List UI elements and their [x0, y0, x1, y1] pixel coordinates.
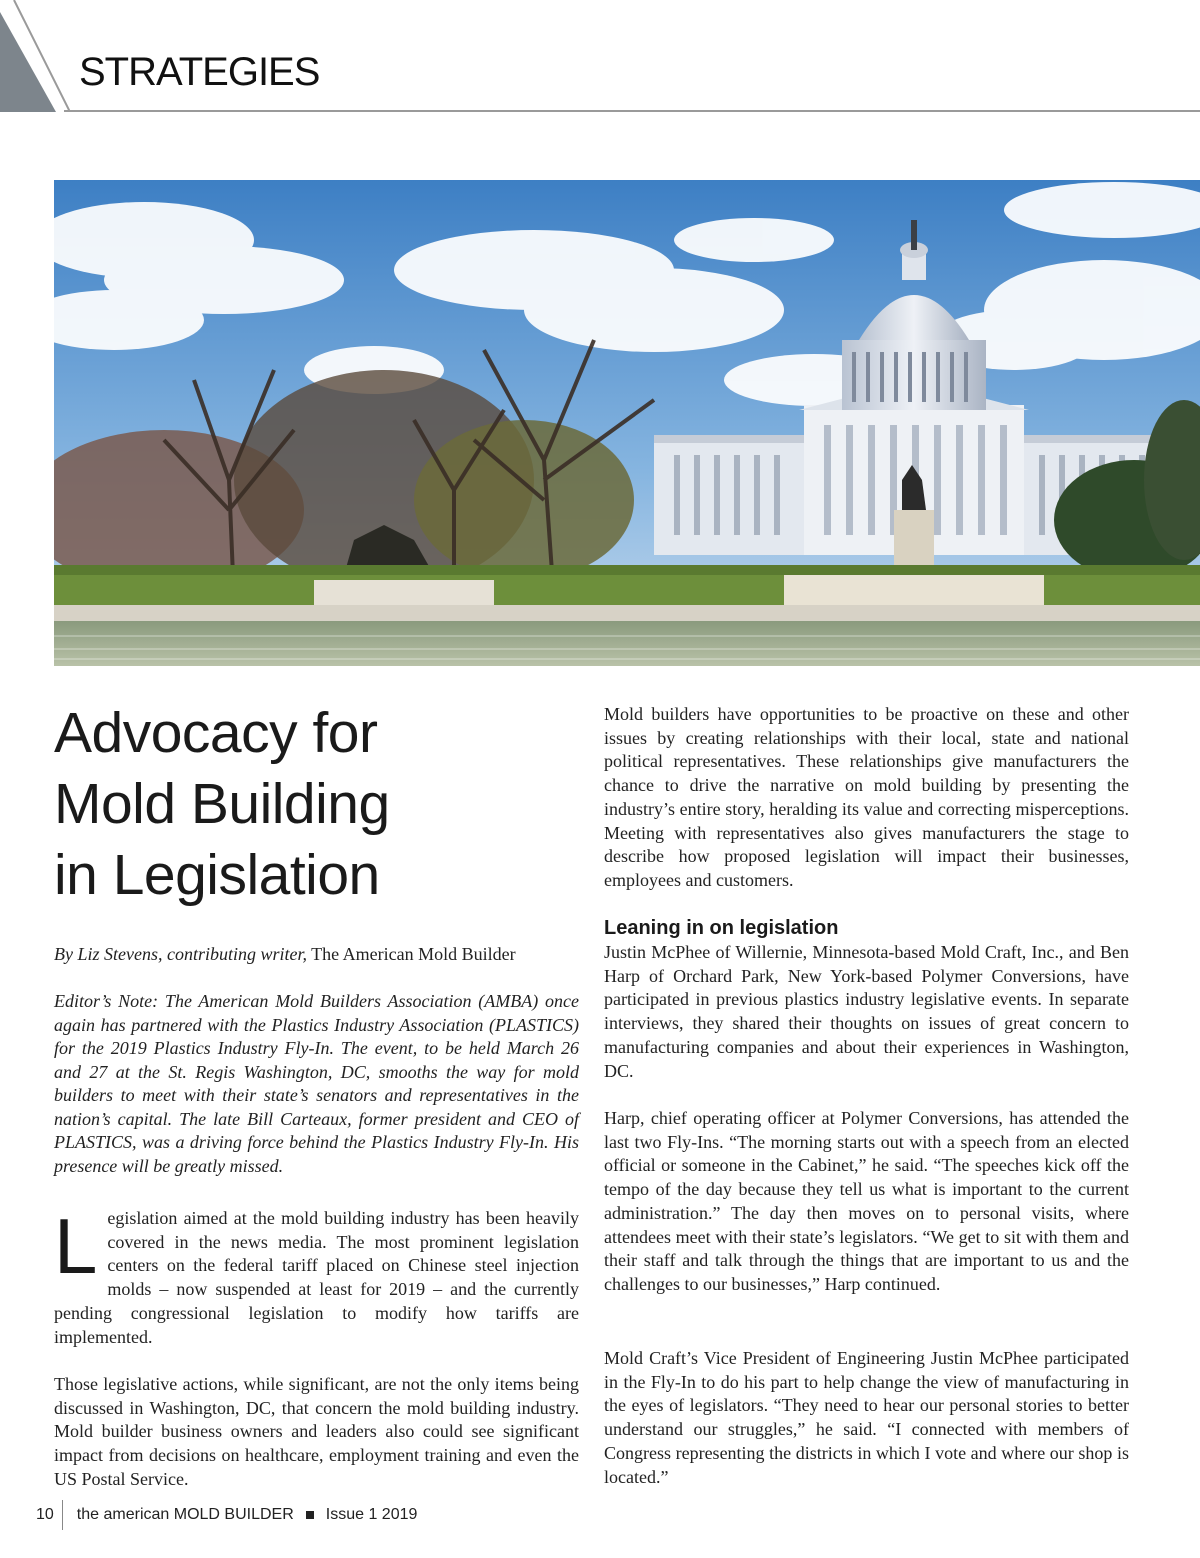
square-bullet-icon — [306, 1511, 314, 1519]
hero-photo — [54, 180, 1200, 666]
section-heading: Leaning in on legislation — [604, 917, 839, 939]
byline-publication: The American Mold Builder — [311, 944, 516, 964]
byline — [54, 942, 584, 966]
article-title-line-1: Advocacy for — [54, 701, 378, 765]
article-title — [54, 698, 574, 911]
right-paragraph-2: Justin McPhee of Willernie, Minnesota-based Mold Craft, Inc., and Ben Harp of Orchard Park, New York-based Polymer Conversions, have participated in previous plastics industry legislative events. In separate interviews, they shared their thoughts on issues of great concern to manufacturing companies and about their experiences in Washington, DC. — [604, 942, 1129, 1081]
byline-author: By Liz Stevens, contributing writer, — [54, 944, 307, 964]
article-title-line-2: Mold Building — [54, 772, 390, 836]
right-paragraph-4: Mold Craft’s Vice President of Engineering Justin McPhee participated in the Fly-In to do his part to help change the view of manufacturing in the eyes of legislators. “They need to hear our personal stories to better understand our struggles,” he said. “I connected with members of Congress representing the districts in which I vote and where our shop is located.” — [604, 1348, 1129, 1487]
section-label: STRATEGIES — [79, 50, 320, 94]
header-divider — [64, 110, 1200, 112]
capitol-photo — [54, 180, 1200, 666]
page-number: 10 — [36, 1506, 54, 1523]
article-title-line-3: in Legislation — [54, 843, 380, 907]
footer-divider — [62, 1500, 63, 1530]
editors-note: Editor’s Note: The American Mold Builders Association (AMBA) once again has partnered with the Plastics Industry Association (PLASTICS) for the 2019 Plastics Industry Fly-In. The event, to be held March 26 and 27 at the St. Regis Washington, DC, smooths the way for mold builders to meet with their state’s senators and representatives in the nation’s capital. The late Bill Carteaux, former president and CEO of PLASTICS, was a driving force behind the Plastics Industry Fly-In. His presence will be greatly missed. — [54, 991, 579, 1176]
right-paragraph-3: Harp, chief operating officer at Polymer Conversions, has attended the last two Fly-Ins. “The morning starts out with a speech from an elected official or someone in the Cabinet,” he said. “The speeches kick off the tempo of the day because they tell us what is important to the current administration.” The day then moves on to personal visits, where attendees meet with their state’s legislators. “We get to sit with them and their staff and talk through the things that are important to us and the challenges to our businesses,” Harp continued. — [604, 1108, 1129, 1294]
drop-cap: L — [54, 1202, 98, 1290]
lead-paragraph: egislation aimed at the mold building industry has been heavily covered in the news media. The most prominent legislation centers on the federal tariff placed on Chinese steel injection molds – now suspended at least for 2019 – and the currently pending congressional legislation to modify how tariffs are implemented. — [54, 1208, 579, 1347]
lead-paragraph-block — [54, 1202, 579, 1349]
publication-name: the american MOLD BUILDER — [76, 1506, 294, 1523]
section-header-wedge — [0, 0, 70, 112]
right-paragraph-1: Mold builders have opportunities to be proactive on these and other issues by creating relationships with their local, state and national political representatives. These relationships give manufacturers the chance to drive the narrative on mold building by presenting the industry’s entire story, heralding its value and correcting misperceptions. Meeting with representatives also gives manufacturers the stage to describe how proposed legislation will impact their businesses, employees and customers. — [604, 704, 1129, 890]
issue-label: Issue 1 2019 — [325, 1506, 418, 1523]
page-footer — [36, 1500, 417, 1530]
left-paragraph-2: Those legislative actions, while significant, are not the only items being discussed in Washington, DC, that concern the mold building industry. Mold builder business owners and leaders also could see significant impact from decisions on healthcare, employment training and even the US Postal Service. — [54, 1374, 579, 1489]
